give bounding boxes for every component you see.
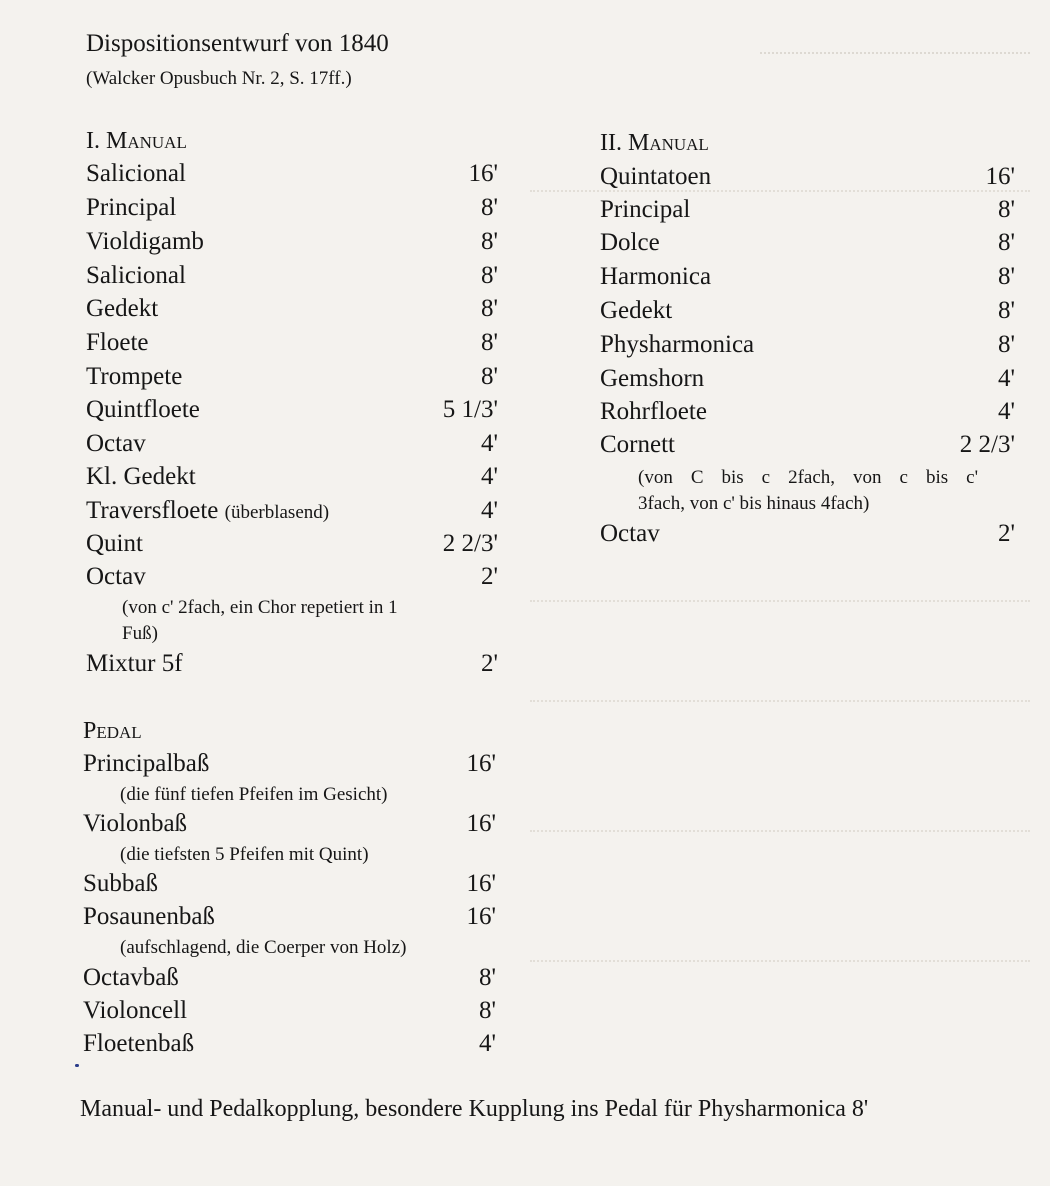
- bleed-through-decoration: [760, 52, 1030, 68]
- document-title: Dispositionsentwurf von 1840: [86, 30, 389, 57]
- stop-name: Principal: [86, 194, 177, 221]
- stop-row: [86, 160, 498, 190]
- coupling-note: Manual- und Pedalkopplung, besondere Kupplung ins Pedal für Physharmonica 8': [80, 1096, 869, 1122]
- stop-size: 8': [997, 196, 1015, 223]
- manual-2-heading: II. Manual: [600, 130, 709, 156]
- stop-row: [600, 229, 1015, 259]
- stop-name: Octav: [600, 520, 660, 547]
- stop-name: Principalbaß: [83, 750, 210, 777]
- stop-name: Gedekt: [600, 297, 673, 324]
- stop-size: 2 2/3': [442, 530, 498, 557]
- stop-row: [86, 530, 498, 560]
- stop-name: Violonbaß: [83, 810, 188, 837]
- source-reference: (Walcker Opusbuch Nr. 2, S. 17ff.): [86, 68, 352, 89]
- stop-size: 16': [466, 750, 496, 777]
- stop-name: Quintfloete: [86, 396, 200, 423]
- stop-row: [600, 520, 1015, 550]
- stop-size: 4': [997, 398, 1015, 425]
- stop-row: [83, 750, 496, 780]
- stop-name: Harmonica: [600, 263, 712, 290]
- stop-size: 16': [985, 163, 1015, 190]
- stop-note: (aufschlagend, die Coerper von Holz): [120, 937, 407, 958]
- stop-name: Rohrfloete: [600, 398, 707, 425]
- stop-row: [86, 194, 498, 224]
- stop-name: Octavbaß: [83, 964, 179, 991]
- stop-size: 16': [468, 160, 498, 187]
- stop-name: Violdigamb: [86, 228, 204, 255]
- stop-size: 8': [478, 997, 496, 1024]
- stop-name: Quint: [86, 530, 143, 557]
- stop-size: 2 2/3': [959, 431, 1015, 458]
- stop-size: 8': [997, 229, 1015, 256]
- stop-row: [83, 810, 496, 840]
- stop-size: 8': [997, 331, 1015, 358]
- stop-row: [86, 228, 498, 258]
- stop-row: [86, 497, 498, 527]
- stop-size: 4': [480, 497, 498, 524]
- stop-size: 2': [480, 563, 498, 590]
- stop-name: Principal: [600, 196, 691, 223]
- stop-row: [600, 331, 1015, 361]
- stop-size: 8': [478, 964, 496, 991]
- stop-row: [86, 295, 498, 325]
- stop-size: 4': [480, 430, 498, 457]
- stop-name: Floete: [86, 329, 149, 356]
- stop-size: 2': [997, 520, 1015, 547]
- stop-size: 5 1/3': [442, 396, 498, 423]
- stop-name: Octav: [86, 563, 146, 590]
- stop-name-text: Traversfloete: [86, 497, 219, 524]
- stop-row: [600, 398, 1015, 428]
- stop-note: (von c' 2fach, ein Chor repetiert in 1: [122, 597, 398, 618]
- stop-size: 8': [480, 295, 498, 322]
- manual-1-heading: I. Manual: [86, 128, 187, 154]
- bleed-through-decoration: [530, 600, 1030, 616]
- stop-row: [86, 650, 498, 680]
- stop-name: Floetenbaß: [83, 1030, 195, 1057]
- bleed-through-decoration: [530, 830, 1030, 846]
- stop-row: [83, 964, 496, 994]
- stop-size: 4': [997, 365, 1015, 392]
- stop-row: [83, 1030, 496, 1060]
- stop-name: Gedekt: [86, 295, 159, 322]
- stop-row: [600, 431, 1015, 461]
- stop-row: [86, 363, 498, 393]
- stop-name-note: (überblasend): [224, 502, 330, 523]
- bleed-through-decoration: [530, 700, 1030, 716]
- stop-size: 16': [466, 810, 496, 837]
- stop-row: [83, 997, 496, 1027]
- stop-size: 8': [480, 228, 498, 255]
- stop-size: 8': [997, 263, 1015, 290]
- stop-row: [86, 262, 498, 292]
- stop-size: 16': [466, 870, 496, 897]
- stop-size: 8': [480, 329, 498, 356]
- stop-name: Salicional: [86, 262, 186, 289]
- stop-row: [600, 365, 1015, 395]
- stop-row: [86, 430, 498, 460]
- pedal-heading: Pedal: [83, 718, 142, 744]
- stop-row: [83, 870, 496, 900]
- stop-name: Violoncell: [83, 997, 188, 1024]
- ink-mark-decoration: [75, 1064, 79, 1067]
- stop-name: Salicional: [86, 160, 186, 187]
- stop-note: (die fünf tiefen Pfeifen im Gesicht): [120, 784, 388, 805]
- stop-size: 2': [480, 650, 498, 677]
- stop-name: Trompete: [86, 363, 183, 390]
- stop-note: (von C bis c 2fach, von c bis c': [638, 467, 978, 488]
- stop-name: Quintatoen: [600, 163, 712, 190]
- stop-row: [600, 297, 1015, 327]
- stop-row: [86, 463, 498, 493]
- stop-row: [600, 196, 1015, 226]
- stop-size: 16': [466, 903, 496, 930]
- stop-size: 4': [480, 463, 498, 490]
- bleed-through-decoration: [530, 960, 1030, 976]
- stop-note: Fuß): [122, 623, 158, 644]
- stop-name: Subbaß: [83, 870, 158, 897]
- stop-size: 4': [478, 1030, 496, 1057]
- stop-name: Mixtur 5f: [86, 650, 183, 677]
- stop-row: [600, 263, 1015, 293]
- stop-row: [86, 396, 498, 426]
- stop-row: [600, 163, 1015, 193]
- stop-name: Octav: [86, 430, 146, 457]
- stop-name: Physharmonica: [600, 331, 755, 358]
- stop-name: Gemshorn: [600, 365, 705, 392]
- stop-name: Kl. Gedekt: [86, 463, 196, 490]
- stop-note: 3fach, von c' bis hinaus 4fach): [638, 493, 870, 514]
- stop-row: [86, 329, 498, 359]
- stop-size: 8': [480, 194, 498, 221]
- stop-size: 8': [480, 363, 498, 390]
- stop-name: [86, 497, 329, 525]
- stop-name: Cornett: [600, 431, 675, 458]
- stop-name: Dolce: [600, 229, 660, 256]
- stop-row: [86, 563, 498, 593]
- stop-name: Posaunenbaß: [83, 903, 215, 930]
- stop-row: [83, 903, 496, 933]
- stop-size: 8': [480, 262, 498, 289]
- stop-note: (die tiefsten 5 Pfeifen mit Quint): [120, 844, 369, 865]
- stop-size: 8': [997, 297, 1015, 324]
